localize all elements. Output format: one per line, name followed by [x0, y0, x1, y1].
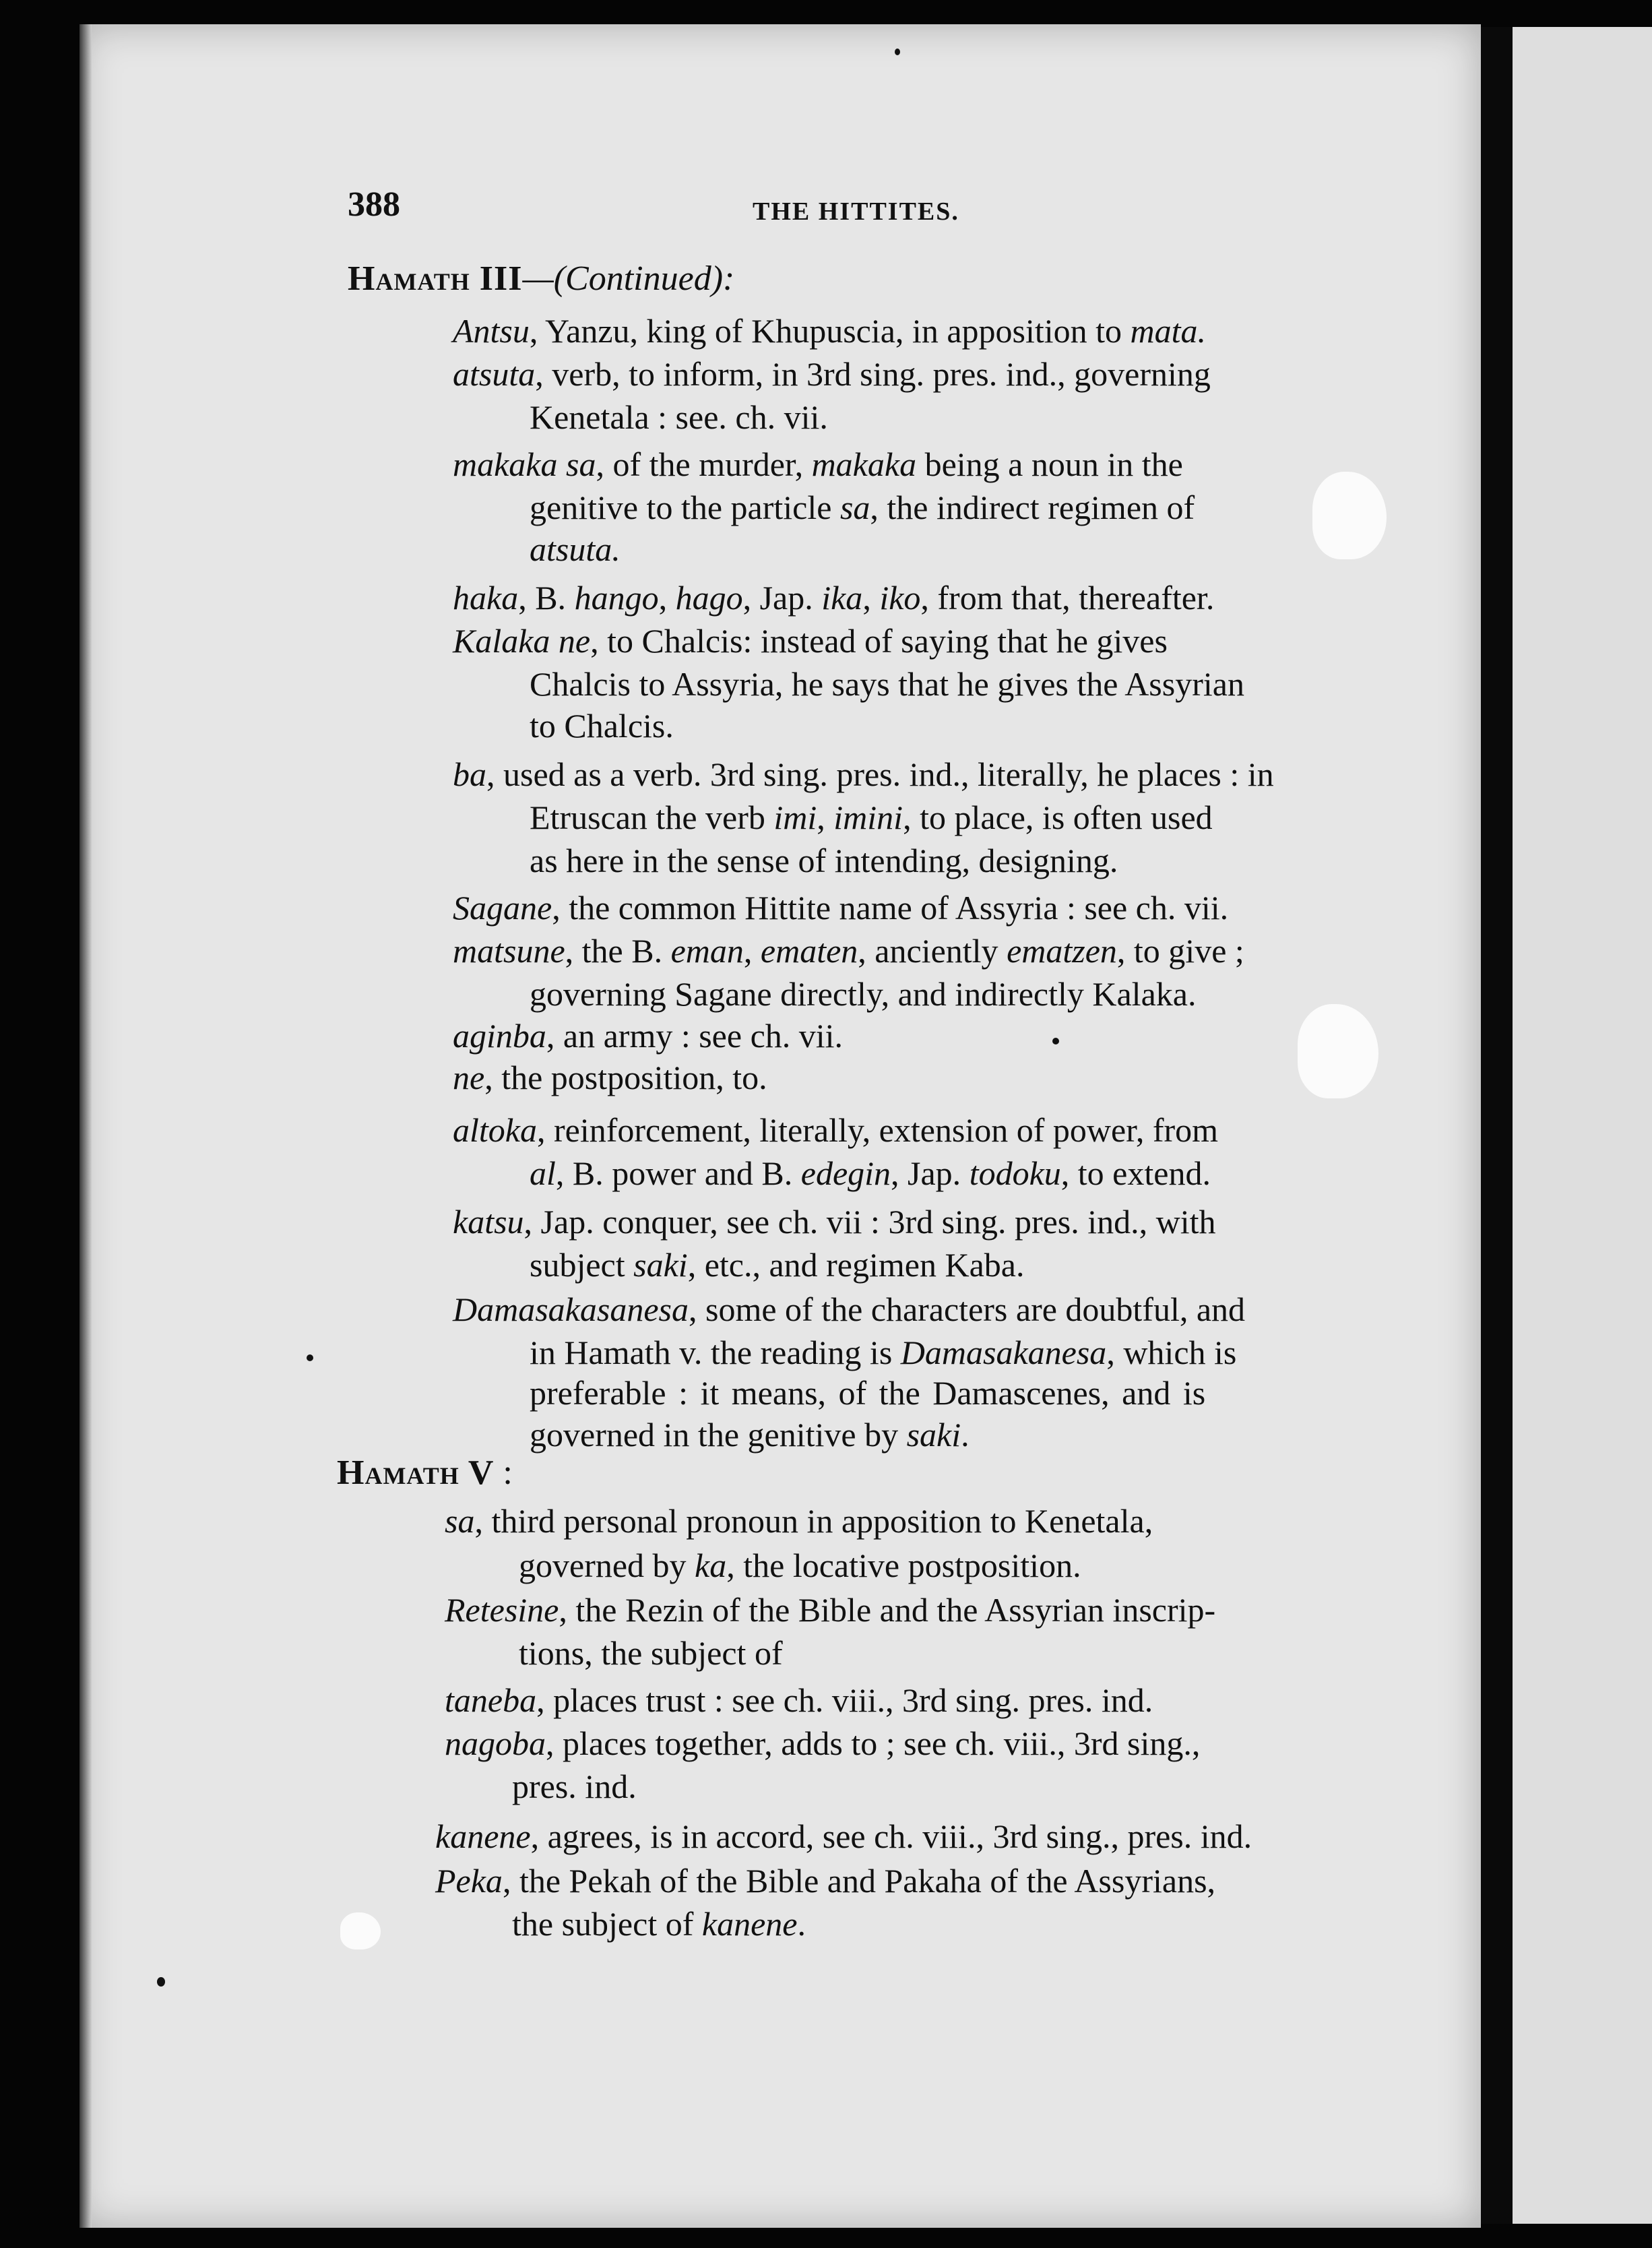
section-heading-name: Hamath V	[337, 1454, 495, 1492]
section-heading-suffix: —(Continued):	[522, 259, 735, 298]
entry-line: atsuta, verb, to inform, in 3rd sing. pres. ind., governing	[453, 355, 1211, 393]
entry-line: as here in the sense of intending, designing.	[530, 842, 1118, 879]
entry-line: Sagane, the common Hittite name of Assyria : see ch. vii.	[453, 889, 1229, 927]
entry-line: genitive to the particle sa, the indirect regimen of	[530, 489, 1195, 526]
entry-line: makaka sa, of the murder, makaka being a noun in the	[453, 445, 1183, 483]
entry-line: Retesine, the Rezin of the Bible and the Assyrian inscrip-	[445, 1591, 1216, 1629]
entry-line: aginba, an army : see ch. vii.	[453, 1017, 844, 1055]
section-heading-suffix: :	[503, 1454, 513, 1492]
entry-line: nagoba, places together, adds to ; see ch. viii., 3rd sing.,	[445, 1724, 1201, 1762]
paper-stain	[340, 1912, 381, 1949]
entry-line: governed by ka, the locative postposition.	[519, 1547, 1081, 1584]
ink-speck	[1052, 1038, 1059, 1044]
entry-line: governed in the genitive by saki.	[530, 1416, 970, 1454]
page-number: 388	[348, 185, 400, 224]
entry-line: to Chalcis.	[530, 707, 674, 745]
ink-speck	[157, 1977, 165, 1987]
entry-line: in Hamath v. the reading is Damasakanesa, which is	[530, 1334, 1237, 1371]
entry-line: Kenetala : see. ch. vii.	[530, 398, 828, 436]
facing-page-edge	[1513, 27, 1652, 2224]
entry-line: haka, B. hango, hago, Jap. ika, iko, from that, thereafter.	[453, 579, 1215, 617]
entry-line: taneba, places trust : see ch. viii., 3rd sing. pres. ind.	[445, 1681, 1153, 1719]
entry-line: Etruscan the verb imi, imini, to place, is often used	[530, 799, 1213, 836]
section-heading	[337, 1456, 513, 1491]
entry-line: matsune, the B. eman, ematen, anciently ematzen, to give ;	[453, 932, 1244, 970]
entry-line: altoka, reinforcement, literally, extension of power, from	[453, 1111, 1219, 1149]
page-gutter-shadow	[80, 24, 92, 2228]
entry-line: Damasakasanesa, some of the characters are doubtful, and	[453, 1290, 1246, 1328]
paper-stain	[1312, 472, 1387, 559]
ink-speck	[307, 1354, 313, 1361]
entry-line: subject saki, etc., and regimen Kaba.	[530, 1246, 1025, 1284]
entry-line: Antsu, Yanzu, king of Khupuscia, in apposition to mata.	[453, 312, 1207, 350]
running-head: THE HITTITES.	[753, 197, 959, 226]
entry-line: ba, used as a verb. 3rd sing. pres. ind., literally, he places : in	[453, 755, 1274, 793]
section-heading	[348, 261, 734, 296]
entry-line: atsuta.	[530, 530, 621, 568]
section-heading-name: Hamath III	[348, 259, 523, 298]
entry-line: Kalaka ne, to Chalcis: instead of saying that he gives	[453, 622, 1168, 660]
entry-line: Chalcis to Assyria, he says that he gives the Assyrian	[530, 665, 1244, 703]
entry-line: tions, the subject of	[519, 1634, 783, 1672]
entry-line: ne, the postposition, to.	[453, 1059, 767, 1096]
ink-speck	[895, 49, 900, 55]
paper-stain	[1298, 1004, 1378, 1098]
entry-line: Peka, the Pekah of the Bible and Pakaha of the Assyrians,	[435, 1862, 1216, 1900]
entry-line: kanene, agrees, is in accord, see ch. viii., 3rd sing., pres. ind.	[435, 1817, 1252, 1855]
page-binding-edge	[1481, 27, 1513, 2224]
entry-line: governing Sagane directly, and indirectly Kalaka.	[530, 975, 1197, 1013]
entry-line: katsu, Jap. conquer, see ch. vii : 3rd sing. pres. ind., with	[453, 1203, 1216, 1241]
entry-line: the subject of kanene.	[512, 1905, 806, 1943]
entry-line: preferable : it means, of the Damascenes, and is	[530, 1374, 1206, 1412]
entry-line: pres. ind.	[512, 1768, 637, 1805]
entry-line: sa, third personal pronoun in apposition to Kenetala,	[445, 1502, 1153, 1540]
entry-line: al, B. power and B. edegin, Jap. todoku, to extend.	[530, 1154, 1211, 1192]
